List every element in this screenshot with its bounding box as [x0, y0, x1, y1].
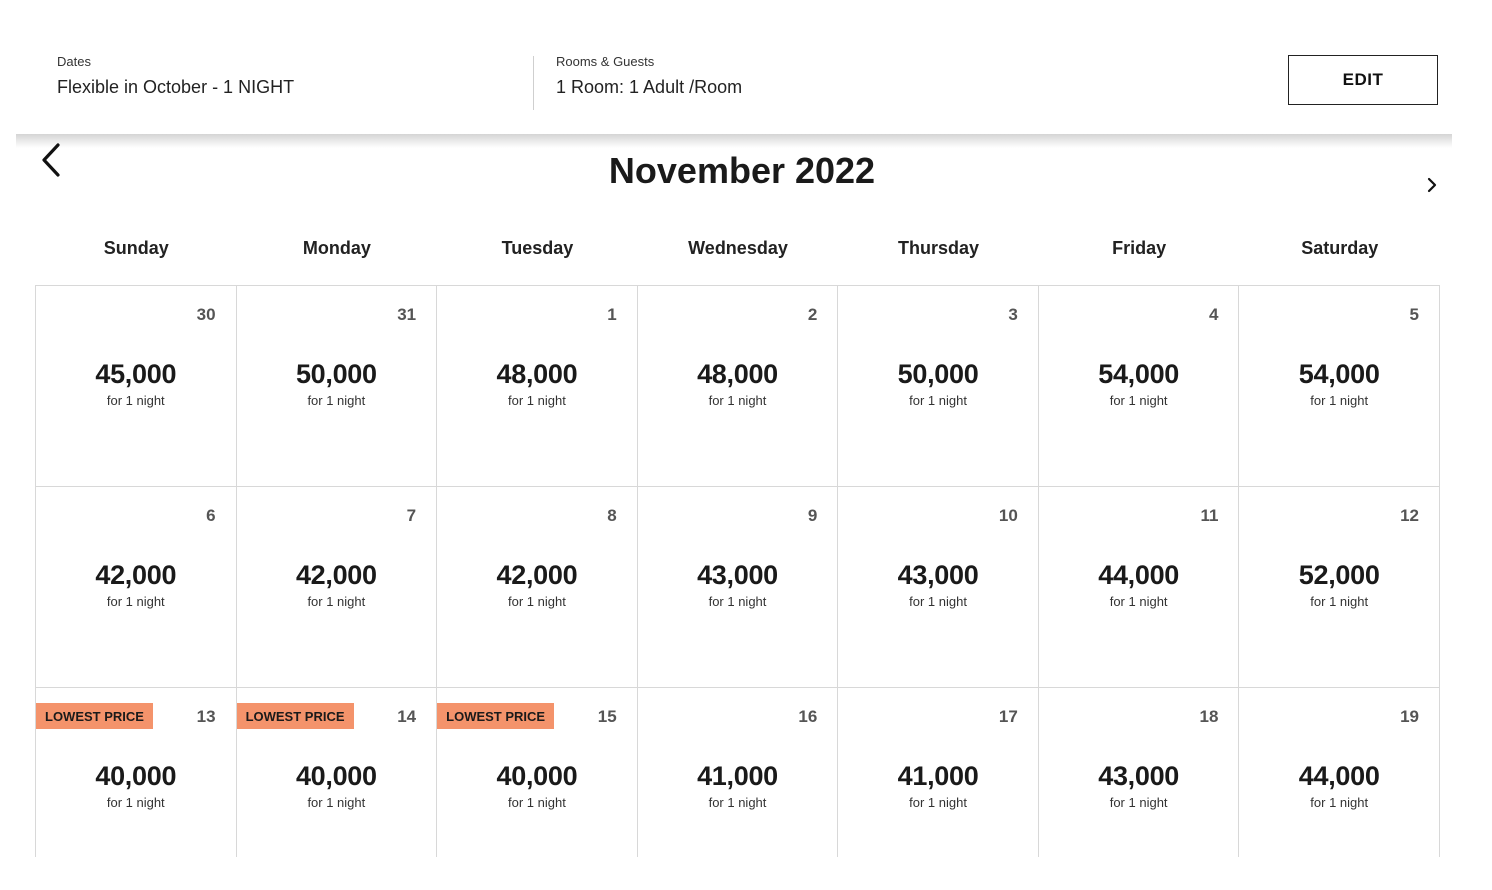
price-duration-label: for 1 night [106, 393, 165, 408]
calendar-day-cell[interactable] [1039, 688, 1240, 857]
price-duration-label: for 1 night [508, 393, 566, 408]
calendar-day-cell[interactable] [638, 487, 839, 688]
price-duration-label: for 1 night [708, 594, 767, 609]
night-price: 54,000 [1298, 359, 1380, 389]
calendar-day-cell[interactable] [437, 487, 638, 688]
weekday-label: Thursday [898, 238, 980, 258]
price-duration-label: for 1 night [106, 594, 165, 609]
day-number: 2 [807, 305, 818, 324]
night-price: 42,000 [496, 560, 578, 590]
price-duration-label: for 1 night [508, 594, 566, 609]
night-price: 48,000 [496, 359, 578, 389]
night-price: 42,000 [295, 560, 377, 590]
price-duration-label: for 1 night [1109, 594, 1168, 609]
day-number: 9 [807, 506, 818, 525]
night-price: 52,000 [1298, 560, 1380, 590]
night-price: 44,000 [1098, 560, 1180, 590]
night-price: 43,000 [897, 560, 979, 590]
weekday-label: Monday [302, 238, 371, 258]
night-price: 40,000 [295, 761, 377, 791]
night-price: 45,000 [95, 359, 177, 389]
day-number: 3 [1008, 305, 1018, 324]
price-duration-label: for 1 night [1310, 795, 1369, 810]
price-duration-label: for 1 night [508, 795, 566, 810]
day-number: 5 [1409, 305, 1419, 324]
night-price: 44,000 [1298, 761, 1380, 791]
calendar-day-cell[interactable] [36, 286, 237, 487]
price-duration-label: for 1 night [909, 393, 967, 408]
price-duration-label: for 1 night [909, 795, 967, 810]
weekday-label: Wednesday [688, 238, 788, 258]
day-number: 12 [1400, 506, 1419, 525]
price-duration-label: for 1 night [909, 594, 967, 609]
price-duration-label: for 1 night [1109, 795, 1168, 810]
price-duration-label: for 1 night [708, 393, 767, 408]
lowest-price-badge: LOWEST PRICE [36, 703, 153, 729]
next-month-button[interactable] [1424, 176, 1440, 194]
day-number: 17 [998, 707, 1018, 726]
night-price: 43,000 [697, 560, 778, 590]
day-number: 13 [196, 707, 216, 726]
night-price: 41,000 [697, 761, 778, 791]
weekday-label: Sunday [103, 238, 169, 258]
calendar-day-cell[interactable] [1239, 487, 1440, 688]
calendar-grid [35, 285, 1440, 857]
calendar-day-cell[interactable] [437, 688, 638, 857]
calendar-day-cell[interactable] [237, 688, 438, 857]
rooms-guests-label: Rooms & Guests [556, 54, 655, 69]
price-duration-label: for 1 night [307, 393, 366, 408]
calendar-day-cell[interactable] [1239, 286, 1440, 487]
price-duration-label: for 1 night [307, 594, 366, 609]
rooms-guests-value: 1 Room: 1 Adult /Room [556, 77, 743, 97]
lowest-price-badge: LOWEST PRICE [437, 703, 554, 729]
month-title: November 2022 [608, 150, 876, 191]
calendar-day-cell[interactable] [36, 688, 237, 857]
search-summary-bar [16, 0, 1452, 134]
day-number: 6 [206, 506, 216, 525]
weekday-label: Saturday [1301, 238, 1379, 258]
rooms-guests-summary[interactable] [556, 54, 742, 98]
price-duration-label: for 1 night [1310, 594, 1369, 609]
day-number: 7 [406, 506, 417, 525]
day-number: 14 [397, 707, 417, 726]
calendar-day-cell[interactable] [36, 487, 237, 688]
day-number: 30 [196, 305, 216, 324]
day-number: 18 [1199, 707, 1219, 726]
calendar-day-cell[interactable] [237, 286, 438, 487]
day-number: 8 [607, 506, 617, 525]
calendar-day-cell[interactable] [838, 688, 1039, 857]
price-duration-label: for 1 night [1310, 393, 1369, 408]
edit-button[interactable]: EDIT [1288, 55, 1438, 105]
weekday-header [36, 238, 1440, 259]
day-number: 4 [1208, 305, 1219, 324]
calendar-day-cell[interactable] [638, 286, 839, 487]
day-number: 16 [798, 707, 818, 726]
price-duration-label: for 1 night [708, 795, 767, 810]
calendar-day-cell[interactable] [838, 487, 1039, 688]
calendar-day-cell[interactable] [237, 487, 438, 688]
day-number: 15 [597, 707, 617, 726]
calendar-day-cell[interactable] [437, 286, 638, 487]
day-number: 11 [1200, 506, 1219, 525]
price-duration-label: for 1 night [307, 795, 366, 810]
header-shadow [16, 134, 1452, 148]
day-number: 31 [397, 305, 417, 324]
night-price: 40,000 [496, 761, 578, 791]
dates-summary[interactable] [57, 54, 294, 98]
night-price: 42,000 [95, 560, 177, 590]
calendar-day-cell[interactable] [1239, 688, 1440, 857]
day-number: 10 [998, 506, 1018, 525]
night-price: 50,000 [897, 359, 979, 389]
weekday-label: Friday [1112, 238, 1167, 258]
night-price: 43,000 [1098, 761, 1180, 791]
night-price: 48,000 [697, 359, 778, 389]
chevron-right-icon [1424, 176, 1440, 194]
price-duration-label: for 1 night [1109, 393, 1168, 408]
weekday-label: Tuesday [501, 238, 574, 258]
dates-value: Flexible in October - 1 NIGHT [57, 77, 295, 97]
calendar-day-cell[interactable] [838, 286, 1039, 487]
lowest-price-badge: LOWEST PRICE [237, 703, 354, 729]
night-price: 54,000 [1098, 359, 1180, 389]
night-price: 40,000 [95, 761, 177, 791]
night-price: 50,000 [295, 359, 377, 389]
calendar-day-cell[interactable] [1039, 487, 1240, 688]
day-number: 1 [607, 305, 617, 324]
dates-label: Dates [57, 54, 91, 69]
day-number: 19 [1400, 707, 1419, 726]
calendar-day-cell[interactable] [638, 688, 839, 857]
night-price: 41,000 [897, 761, 979, 791]
calendar-day-cell[interactable] [1039, 286, 1240, 487]
summary-divider [533, 56, 534, 110]
price-duration-label: for 1 night [106, 795, 165, 810]
